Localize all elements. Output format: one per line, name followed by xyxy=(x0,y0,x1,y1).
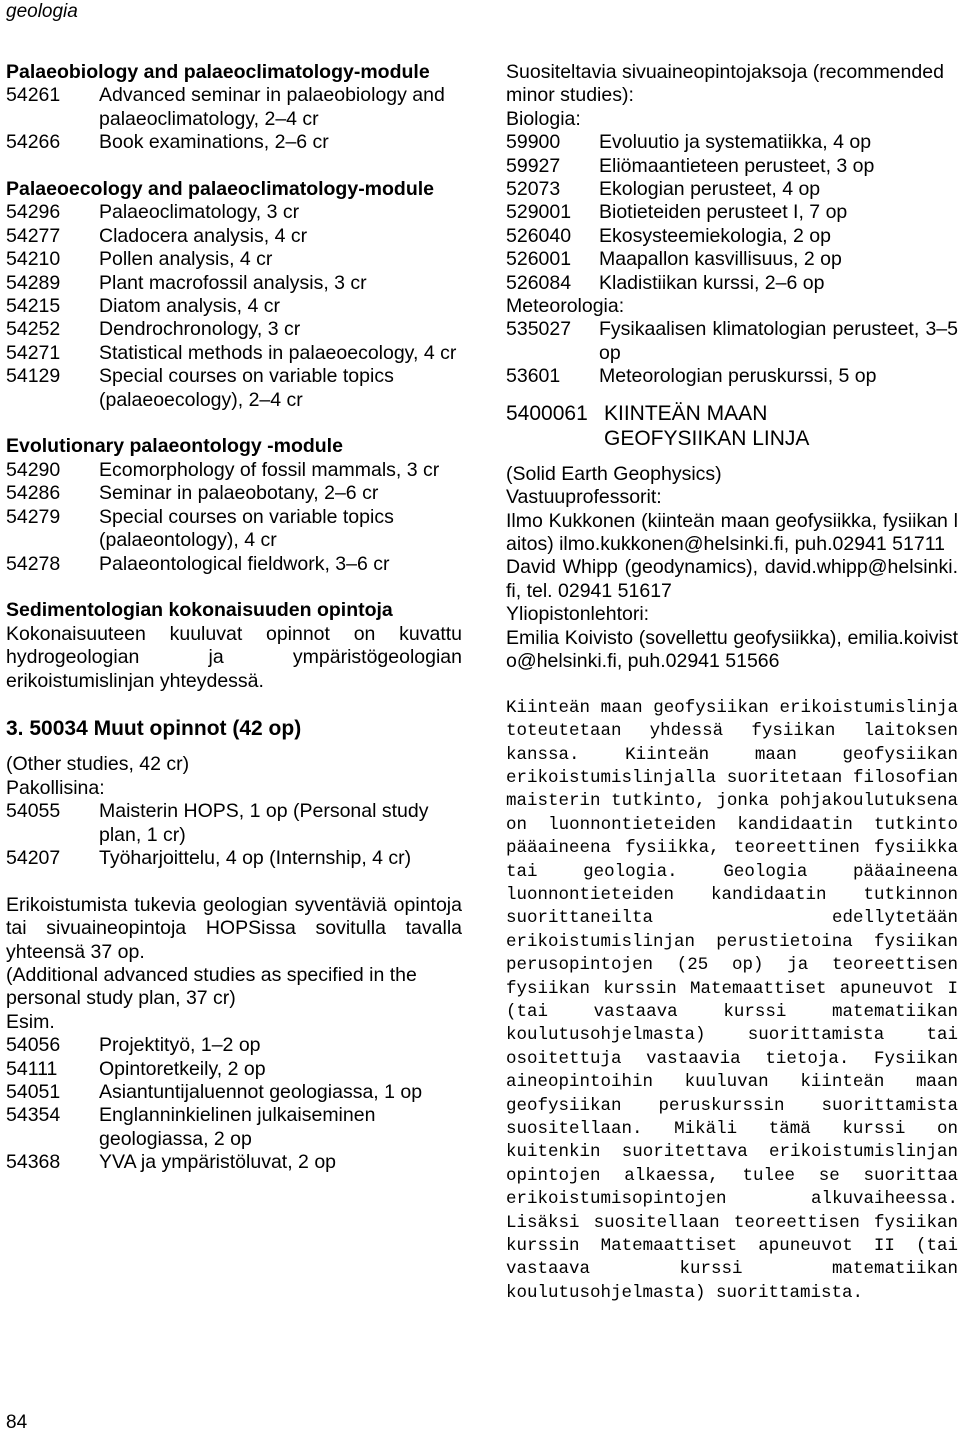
course-entry xyxy=(506,248,958,271)
course-title: Ecomorphology of fossil mammals, 3 cr xyxy=(99,458,440,481)
course-title: Eliömaantieteen perusteet, 3 op xyxy=(599,154,875,177)
course-title: Statistical methods in palaeoecology, 4 cr xyxy=(99,341,457,364)
course-title: Kladistiikan kurssi, 2–6 op xyxy=(599,271,825,294)
course-entry xyxy=(506,131,958,154)
professor-contact: Ilmo Kukkonen (kiinteän maan geofysiikka, fysiikan laitos) ilmo.kukkonen@helsinki.fi, puh.02941 51711 xyxy=(506,509,958,555)
course-title: Special courses on variable topics (palaeontology), 4 cr xyxy=(99,505,394,552)
page-number: 84 xyxy=(6,1412,28,1433)
course-entry xyxy=(6,847,462,870)
sediment-heading: Sedimentologian kokonaisuuden opintoja xyxy=(6,599,393,622)
course-code: 54252 xyxy=(6,318,61,341)
course-entry xyxy=(506,155,958,178)
biologia-label: Biologia: xyxy=(506,107,581,130)
course-entry xyxy=(6,1034,462,1057)
course-title: Plant macrofossil analysis, 3 cr xyxy=(99,271,367,294)
course-title: Työharjoittelu, 4 op (Internship, 4 cr) xyxy=(99,846,412,869)
course-title: YVA ja ympäristöluvat, 2 op xyxy=(99,1151,337,1174)
course-title: Special courses on variable topics (palaeoecology), 2–4 cr xyxy=(99,365,394,411)
course-code: 529001 xyxy=(506,201,572,224)
other-studies-subtitle: (Other studies, 42 cr) xyxy=(6,753,190,776)
course-code: 53601 xyxy=(506,365,561,388)
course-entry xyxy=(6,553,462,576)
study-line-heading xyxy=(506,401,958,451)
course-title: Diatom analysis, 4 cr xyxy=(99,295,280,318)
course-code: 54111 xyxy=(6,1057,58,1080)
course-title: Projektityö, 1–2 op xyxy=(99,1034,261,1057)
course-code: 52073 xyxy=(506,178,561,201)
page-header: geologia xyxy=(6,1,78,22)
course-code: 54277 xyxy=(6,224,61,247)
course-title: Book examinations, 2–6 cr xyxy=(99,131,329,154)
course-title: Maapallon kasvillisuus, 2 op xyxy=(599,248,842,271)
other-studies-paragraph-en: (Additional advanced studies as specified in the personal study plan, 37 cr) xyxy=(6,963,417,1010)
course-title: Cladocera analysis, 4 cr xyxy=(99,224,308,247)
course-entry xyxy=(506,318,958,365)
course-title: Ekologian perusteet, 4 op xyxy=(599,178,821,201)
section-heading: Evolutionary palaeontology -module xyxy=(6,435,343,458)
course-entry xyxy=(6,365,462,412)
course-title: Biotieteiden perusteet I, 7 op xyxy=(599,201,848,224)
course-title: Maisterin HOPS, 1 op (Personal study plan, 1 cr) xyxy=(99,800,429,846)
course-entry xyxy=(506,225,958,248)
course-code: 54286 xyxy=(6,482,61,505)
course-entry xyxy=(506,201,958,224)
course-code: 54056 xyxy=(6,1034,61,1057)
lecturer-contact: Emilia Koivisto (sovellettu geofysiikka), emilia.koivisto@helsinki.fi, puh.02941 51566 xyxy=(506,626,958,672)
course-code: 54271 xyxy=(6,341,61,364)
sediment-text: Kokonaisuuteen kuuluvat opinnot on kuvattu hydrogeologian ja ympäristögeologian erikoistumislinjan yhteydessä. xyxy=(6,622,462,692)
study-line-title xyxy=(604,401,958,451)
course-code: 54290 xyxy=(6,458,61,481)
course-entry xyxy=(6,506,462,553)
course-code: 54289 xyxy=(6,271,61,294)
course-title: Englanninkielinen julkaiseminen geologiassa, 2 op xyxy=(99,1104,376,1150)
course-code: 54296 xyxy=(6,201,61,224)
course-code: 54266 xyxy=(6,131,61,154)
study-line-code: 5400061 xyxy=(506,401,588,425)
course-title: Fysikaalisen klimatologian perusteet, 3–5 op xyxy=(599,318,958,364)
course-code: 54368 xyxy=(6,1151,61,1174)
section-heading: Palaeoecology and palaeoclimatology-module xyxy=(6,178,435,201)
course-entry xyxy=(6,295,462,318)
course-title: Meteorologian peruskurssi, 5 op xyxy=(599,365,877,388)
course-title: Palaeoclimatology, 3 cr xyxy=(99,201,300,224)
course-code: 54215 xyxy=(6,295,61,318)
course-entry xyxy=(6,131,462,154)
course-code: 54129 xyxy=(6,365,61,388)
course-entry xyxy=(6,201,462,224)
example-label: Esim. xyxy=(6,1010,55,1033)
course-code: 54261 xyxy=(6,84,61,107)
course-title: Evoluutio ja systematiikka, 4 op xyxy=(599,131,872,154)
study-line-title-1: KIINTEÄN MAAN xyxy=(604,401,768,425)
course-entry xyxy=(6,248,462,271)
course-title: Dendrochronology, 3 cr xyxy=(99,318,301,341)
left-column xyxy=(6,61,462,1175)
study-line-description: Kiinteän maan geofysiikan erikoistumislinja toteutetaan yhdessä fysiikan laitoksen kanssa. Kiinteän maan geofysiikan erikoistumislinjalla suoritetaan filosofian maisterin tutkinto, jonka pohjakoulutuksena on luonnontieteiden kandidaatin tutkinto pääaineena fysiikka, teoreettinen fysiikka tai geologia. Geologia pääaineena luonnontieteiden kandidaatin tutkinnon suorittaneilta edellytetään erikoistumislinjan perustietoina fysiikan perusopintojen (25 op) ja teoreettisen fysiikan kurssin Matemaattiset apuneuvot I (tai vastaava kurssi matematiikan koulutusohjelmasta) suorittamista tai osoitettuja vastaavia tietoja. Fysiikan aineopintoihin kuuluvan kiinteän maan geofysiikan peruskurssin suorittamista suositellaan. Mikäli tämä kurssi on kuitenkin suoritettava erikoistumislinjan opintojen alkaessa, tulee se suorittaa erikoistumisopintojen alkuvaiheessa. Lisäksi suositellaan teoreettisen fysiikan kurssin Matemaattiset apuneuvot II (tai vastaava kurssi matematiikan koulutusohjelmasta) suorittamista. xyxy=(506,697,958,1303)
course-title: Seminar in palaeobotany, 2–6 cr xyxy=(99,482,379,505)
course-code: 54279 xyxy=(6,505,61,528)
course-entry xyxy=(506,178,958,201)
course-code: 54051 xyxy=(6,1080,61,1103)
course-entry xyxy=(6,272,462,295)
course-code: 59900 xyxy=(506,131,561,154)
course-title: Advanced seminar in palaeobiology and palaeoclimatology, 2–4 cr xyxy=(99,84,445,130)
course-entry xyxy=(6,342,462,365)
study-line-title-2: GEOFYSIIKAN LINJA xyxy=(604,426,810,450)
course-code: 54210 xyxy=(6,248,61,271)
course-entry xyxy=(6,800,462,847)
course-code: 535027 xyxy=(506,318,572,341)
mandatory-label: Pakollisina: xyxy=(6,776,105,799)
course-entry xyxy=(6,1058,462,1081)
course-entry xyxy=(6,1104,462,1151)
minor-intro: Suositeltavia sivuaineopintojaksoja (recommended minor studies): xyxy=(506,61,944,107)
professor-contact: David Whipp (geodynamics), david.whipp@helsinki.fi, tel. 02941 51617 xyxy=(506,556,958,602)
section-heading: Palaeobiology and palaeoclimatology-module xyxy=(6,61,430,83)
right-column xyxy=(506,61,958,1305)
study-line-subtitle: (Solid Earth Geophysics) xyxy=(506,462,722,485)
course-entry xyxy=(6,459,462,482)
course-code: 59927 xyxy=(506,154,561,177)
course-entry xyxy=(6,1151,462,1174)
course-entry xyxy=(6,84,462,131)
course-code: 54278 xyxy=(6,552,61,575)
course-entry xyxy=(6,482,462,505)
course-code: 526040 xyxy=(506,224,572,247)
other-studies-heading: 3. 50034 Muut opinnot (42 op) xyxy=(6,717,302,741)
course-code: 54354 xyxy=(6,1104,61,1127)
other-studies-paragraph: Erikoistumista tukevia geologian syventäviä opintoja tai sivuaineopintoja HOPSissa sovitulla tavalla yhteensä 37 op. xyxy=(6,893,462,963)
course-title: Asiantuntijaluennot geologiassa, 1 op xyxy=(99,1080,423,1103)
course-title: Palaeontological fieldwork, 3–6 cr xyxy=(99,552,390,575)
course-entry xyxy=(506,365,958,388)
course-entry xyxy=(506,272,958,295)
course-entry xyxy=(6,225,462,248)
course-title: Ekosysteemiekologia, 2 op xyxy=(599,224,831,247)
course-code: 54055 xyxy=(6,800,61,823)
lecturer-label: Yliopistonlehtori: xyxy=(506,603,650,626)
course-entry xyxy=(6,318,462,341)
course-code: 54207 xyxy=(6,846,61,869)
course-title: Opintoretkeily, 2 op xyxy=(99,1057,266,1080)
course-code: 526084 xyxy=(506,271,572,294)
course-code: 526001 xyxy=(506,248,572,271)
course-entry xyxy=(6,1081,462,1104)
professor-label: Vastuuprofessorit: xyxy=(506,486,662,509)
course-title: Pollen analysis, 4 cr xyxy=(99,248,273,271)
meteo-label: Meteorologia: xyxy=(506,295,625,318)
